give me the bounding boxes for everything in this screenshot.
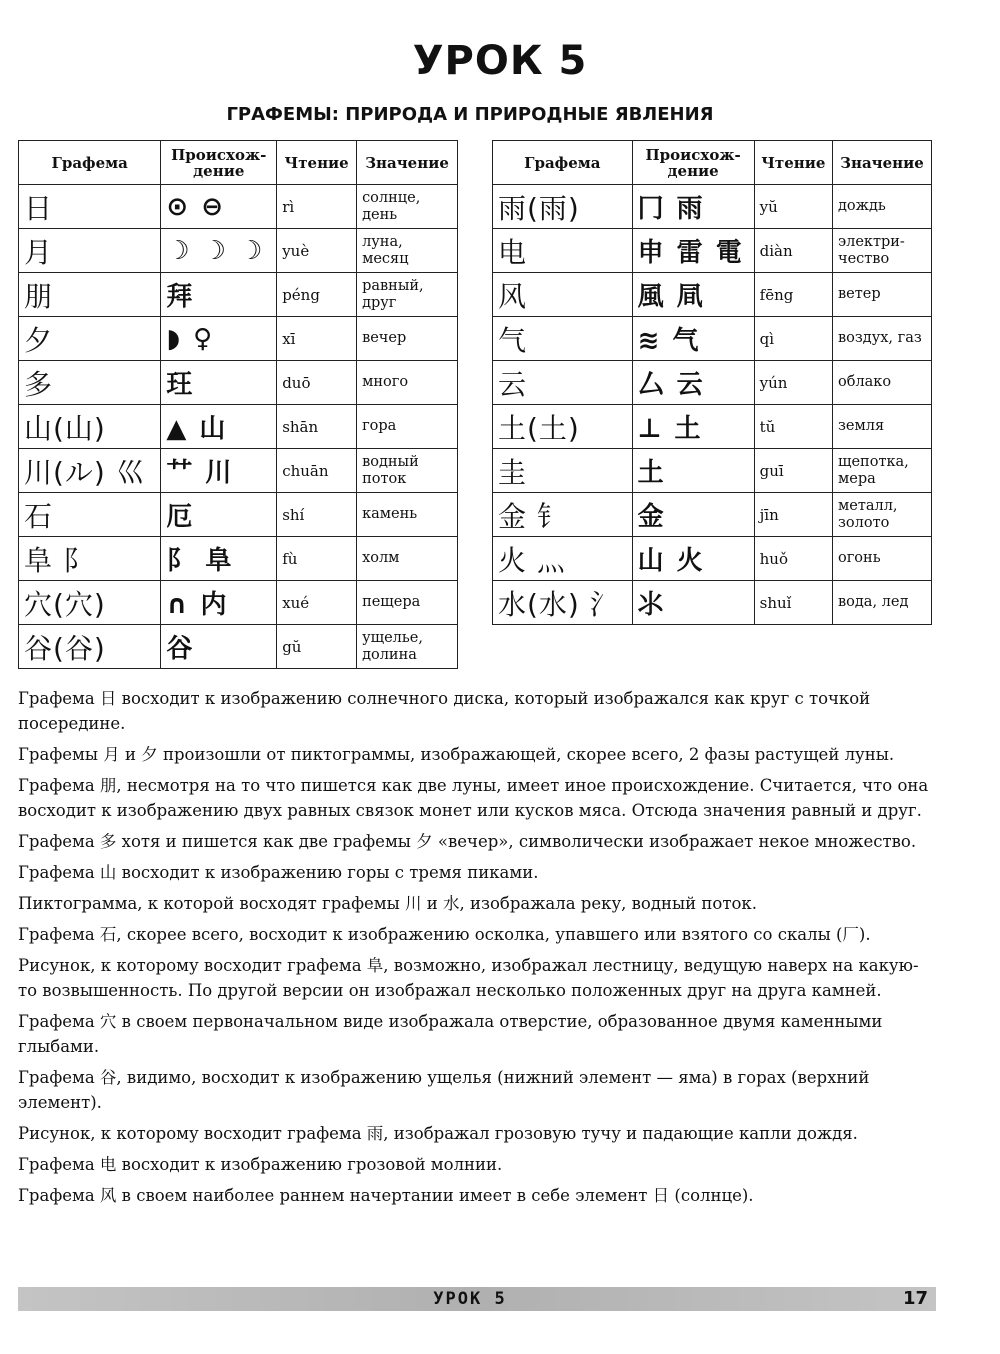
origin-cell: ⺿ 川 — [161, 449, 277, 493]
reading-cell: péng — [277, 273, 357, 317]
header-grapheme: Графема — [19, 141, 161, 185]
table-row — [19, 405, 458, 449]
origin-cell: 拜 — [161, 273, 277, 317]
grapheme-cell: 电 — [493, 229, 633, 273]
origin-cell: 金 — [632, 493, 754, 537]
table-row — [493, 185, 932, 229]
origin-cell: 土 — [632, 449, 754, 493]
table-row — [19, 361, 458, 405]
origin-cell: ⼭ 火 — [632, 537, 754, 581]
table-row — [493, 229, 932, 273]
table-row — [493, 493, 932, 537]
header-reading: Чтение — [277, 141, 357, 185]
table-row — [493, 273, 932, 317]
meaning-cell: ветер — [832, 273, 931, 317]
reading-cell: qì — [754, 317, 832, 361]
meaning-cell: облако — [832, 361, 931, 405]
meaning-cell: вечер — [357, 317, 458, 361]
header-reading: Чтение — [754, 141, 832, 185]
graphemes-table-left — [18, 140, 458, 669]
meaning-cell: гора — [357, 405, 458, 449]
page-number: 17 — [902, 1288, 928, 1309]
reading-cell: duō — [277, 361, 357, 405]
header-origin: Происхож-дение — [632, 141, 754, 185]
meaning-cell: луна, месяц — [357, 229, 458, 273]
table-row — [493, 317, 932, 361]
grapheme-cell: 风 — [493, 273, 633, 317]
grapheme-cell: 水(水) 氵 — [493, 581, 633, 625]
origin-cell: 谷 — [161, 625, 277, 669]
header-meaning: Значение — [832, 141, 931, 185]
grapheme-cell: 川(ル) 巛 — [19, 449, 161, 493]
table-row — [19, 317, 458, 361]
reading-cell: diàn — [754, 229, 832, 273]
footer-lesson-label: УРОК 5 — [433, 1289, 507, 1309]
reading-cell: yún — [754, 361, 832, 405]
grapheme-cell: 金 钅 — [493, 493, 633, 537]
grapheme-cell: 气 — [493, 317, 633, 361]
table-row — [493, 581, 932, 625]
paragraph: Графема 电 восходит к изображению грозовой молнии. — [18, 1155, 503, 1174]
origin-cell: 申 雷 電 — [632, 229, 754, 273]
paragraph: Рисунок, к которому восходит графема 阜, возможно, изображал лестницу, ведущую наверх на какую-то возвышенность. По другой версии он изображал несколько положенных друг на друга камней. — [18, 956, 919, 1000]
grapheme-cell: 山(山) — [19, 405, 161, 449]
grapheme-cell: 日 — [19, 185, 161, 229]
meaning-cell: дождь — [832, 185, 931, 229]
table-row — [19, 493, 458, 537]
grapheme-cell: 朋 — [19, 273, 161, 317]
meaning-cell: солнце, день — [357, 185, 458, 229]
reading-cell: chuān — [277, 449, 357, 493]
reading-cell: shuǐ — [754, 581, 832, 625]
paragraph: Пиктограмма, к которой восходят графемы 川 и 水, изображала реку, водный поток. — [18, 894, 757, 913]
graphemes-table-right — [492, 140, 932, 625]
reading-cell: gŭ — [277, 625, 357, 669]
reading-cell: fù — [277, 537, 357, 581]
meaning-cell: ущелье, долина — [357, 625, 458, 669]
paragraph: Графема 山 восходит к изображению горы с тремя пиками. — [18, 863, 539, 882]
reading-cell: shān — [277, 405, 357, 449]
origin-cell: ∩ 内 — [161, 581, 277, 625]
paragraph: Графема 多 хотя и пишется как две графемы 夕 «вечер», символически изображает некое множество. — [18, 832, 917, 851]
meaning-cell: воздух, газ — [832, 317, 931, 361]
reading-cell: yuè — [277, 229, 357, 273]
origin-cell: 玨 — [161, 361, 277, 405]
paragraph: Рисунок, к которому восходит графема 雨, изображал грозовую тучу и падающие капли дождя. — [18, 1124, 858, 1143]
paragraph: Графема 日 восходит к изображению солнечного диска, который изображался как круг с точкой посередине. — [18, 689, 871, 733]
paragraph: Графема 谷, видимо, восходит к изображению ущелья (нижний элемент — яма) в горах (верхний элемент). — [18, 1068, 870, 1112]
grapheme-cell: 月 — [19, 229, 161, 273]
origin-cell: ◗ ♀ — [161, 317, 277, 361]
meaning-cell: земля — [832, 405, 931, 449]
paragraph: Графема 石, скорее всего, восходит к изображению осколка, упавшего или взятого со скалы (厂). — [18, 925, 871, 944]
meaning-cell: огонь — [832, 537, 931, 581]
meaning-cell: камень — [357, 493, 458, 537]
meaning-cell: электри-чество — [832, 229, 931, 273]
reading-cell: guī — [754, 449, 832, 493]
grapheme-cell: 多 — [19, 361, 161, 405]
meaning-cell: вода, лед — [832, 581, 931, 625]
grapheme-cell: 雨(雨) — [493, 185, 633, 229]
grapheme-cell: 火 灬 — [493, 537, 633, 581]
grapheme-cell: 阜 阝 — [19, 537, 161, 581]
reading-cell: huǒ — [754, 537, 832, 581]
meaning-cell: холм — [357, 537, 458, 581]
meaning-cell: водный поток — [357, 449, 458, 493]
table-row — [19, 625, 458, 669]
grapheme-cell: 谷(谷) — [19, 625, 161, 669]
grapheme-cell: 圭 — [493, 449, 633, 493]
reading-cell: rì — [277, 185, 357, 229]
table-header-row — [19, 141, 458, 185]
reading-cell: shí — [277, 493, 357, 537]
meaning-cell: много — [357, 361, 458, 405]
header-grapheme: Графема — [493, 141, 633, 185]
table-row — [493, 361, 932, 405]
reading-cell: tŭ — [754, 405, 832, 449]
grapheme-cell: 云 — [493, 361, 633, 405]
section-title: ГРАФЕМЫ: ПРИРОДА И ПРИРОДНЫЕ ЯВЛЕНИЯ — [226, 104, 714, 125]
grapheme-cell: 穴(穴) — [19, 581, 161, 625]
table-row — [19, 449, 458, 493]
origin-cell: ⼛ 云 — [632, 361, 754, 405]
origin-cell: ▲ 山 — [161, 405, 277, 449]
reading-cell: xué — [277, 581, 357, 625]
grapheme-cell: 夕 — [19, 317, 161, 361]
origin-cell: 冂 雨 — [632, 185, 754, 229]
explanation-text — [18, 686, 936, 1214]
paragraph: Графема 穴 в своем первоначальном виде изображала отверстие, образованное двумя каменными глыбами. — [18, 1012, 883, 1056]
table-row — [19, 581, 458, 625]
origin-cell: ⺢ — [632, 581, 754, 625]
paragraph: Графема 朋, несмотря на то что пишется как две луны, имеет иное происхождение. Считается, что она восходит к изображению двух равных связок монет или кусков мяса. Отсюда значения равный и друг. — [18, 776, 929, 820]
meaning-cell: пещера — [357, 581, 458, 625]
paragraph: Графемы 月 и 夕 произошли от пиктограммы, изображающей, скорее всего, 2 фазы растущей луны. — [18, 745, 895, 764]
origin-cell: 阝 阜 — [161, 537, 277, 581]
origin-cell: ⊙ ⊖ — [161, 185, 277, 229]
meaning-cell: равный, друг — [357, 273, 458, 317]
meaning-cell: металл, золото — [832, 493, 931, 537]
origin-cell: ≋ 气 — [632, 317, 754, 361]
meaning-cell: щепотка, мера — [832, 449, 931, 493]
grapheme-cell: 土(土) — [493, 405, 633, 449]
table-row — [19, 229, 458, 273]
table-row — [493, 449, 932, 493]
header-origin: Происхож-дение — [161, 141, 277, 185]
table-row — [19, 185, 458, 229]
origin-cell: 風 凬 — [632, 273, 754, 317]
grapheme-cell: 石 — [19, 493, 161, 537]
reading-cell: xī — [277, 317, 357, 361]
paragraph: Графема 风 в своем наиболее раннем начертании имеет в себе элемент 日 (солнце). — [18, 1186, 754, 1205]
header-meaning: Значение — [357, 141, 458, 185]
table-row — [493, 405, 932, 449]
table-row — [19, 537, 458, 581]
reading-cell: yŭ — [754, 185, 832, 229]
table-row — [19, 273, 458, 317]
origin-cell: 厄 — [161, 493, 277, 537]
page-title: УРОК 5 — [412, 38, 588, 84]
reading-cell: fēng — [754, 273, 832, 317]
table-row — [493, 537, 932, 581]
origin-cell: ⊥ 土 — [632, 405, 754, 449]
reading-cell: jīn — [754, 493, 832, 537]
table-header-row — [493, 141, 932, 185]
origin-cell: ☽ ☽ ☽ — [161, 229, 277, 273]
